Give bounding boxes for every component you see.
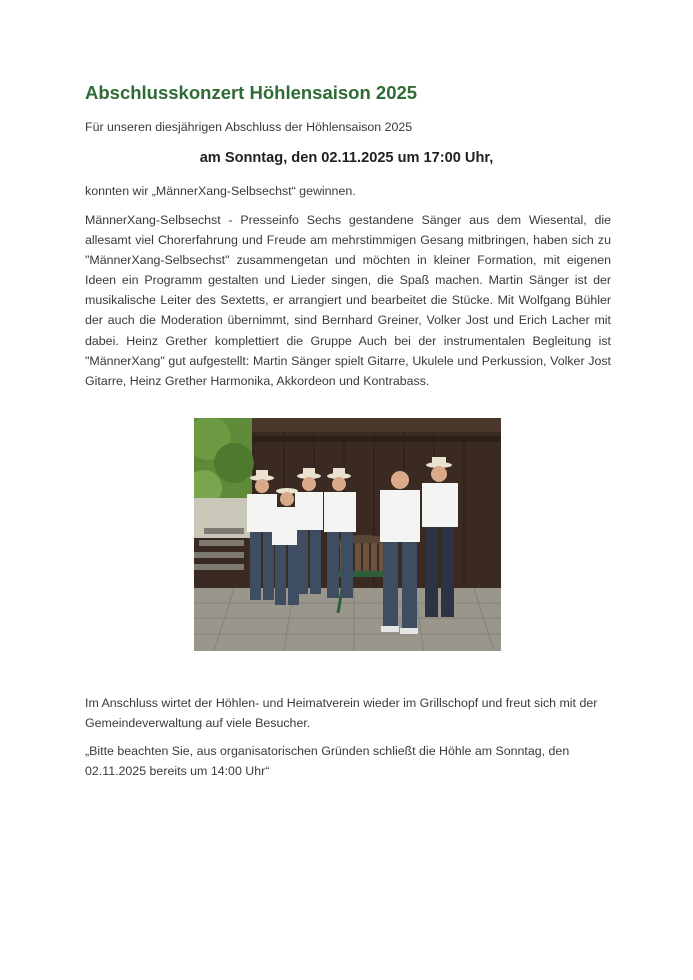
band-photo [194, 418, 501, 651]
closing-paragraph: Im Anschluss wirtet der Höhlen- und Heimatverein wieder im Grillschopf und freut sich mit der Gemeindeverwaltung auf viele Besucher. [85, 696, 598, 730]
document-title: Abschlusskonzert Höhlensaison 2025 [85, 82, 418, 103]
press-info-paragraph: MännerXang-Selbsechst - Presseinfo Sechs gestandene Sänger aus dem Wiesental, die allesamt viel Chorerfahrung und Freude am mehrstimmigen Gesang mitbringen, haben sich zu "MännerXang-Selbsechst" zusammengetan und möchten in kleiner Formation, mit eigenen Ideen ein Programm gestalten und Lieder singen, die Spaß machen. Martin Sänger ist der musikalische Leiter des Sextetts, er arrangiert und bearbeitet die Stücke. Mit Wolfgang Bühler der auch die Moderation übernimmt, sind Bernhard Greiner, Volker Jost und Erich Lacher mit dabei. Heinz Grether komplettiert die Gruppe Auch bei der instrumentalen Begleitung ist "MännerXang" gut aufgestellt: Martin Sänger spielt Gitarre, Ukulele und Perkussion, Volker Jost Gitarre, Heinz Grether Harmonika, Akkordeon und Kontrabass. [85, 213, 611, 388]
intro-text: Für unseren diesjährigen Abschluss der Höhlensaison 2025 [85, 120, 413, 134]
booked-text: konnten wir „MännerXang-Selbsechst“ gewinnen. [85, 184, 356, 198]
closing-notice: „Bitte beachten Sie, aus organisatorischen Gründen schließt die Höhle am Sonntag, den 02.11.2025 bereits um 14:00 Uhr“ [85, 744, 570, 778]
concert-date: am Sonntag, den 02.11.2025 um 17:00 Uhr, [199, 150, 494, 166]
